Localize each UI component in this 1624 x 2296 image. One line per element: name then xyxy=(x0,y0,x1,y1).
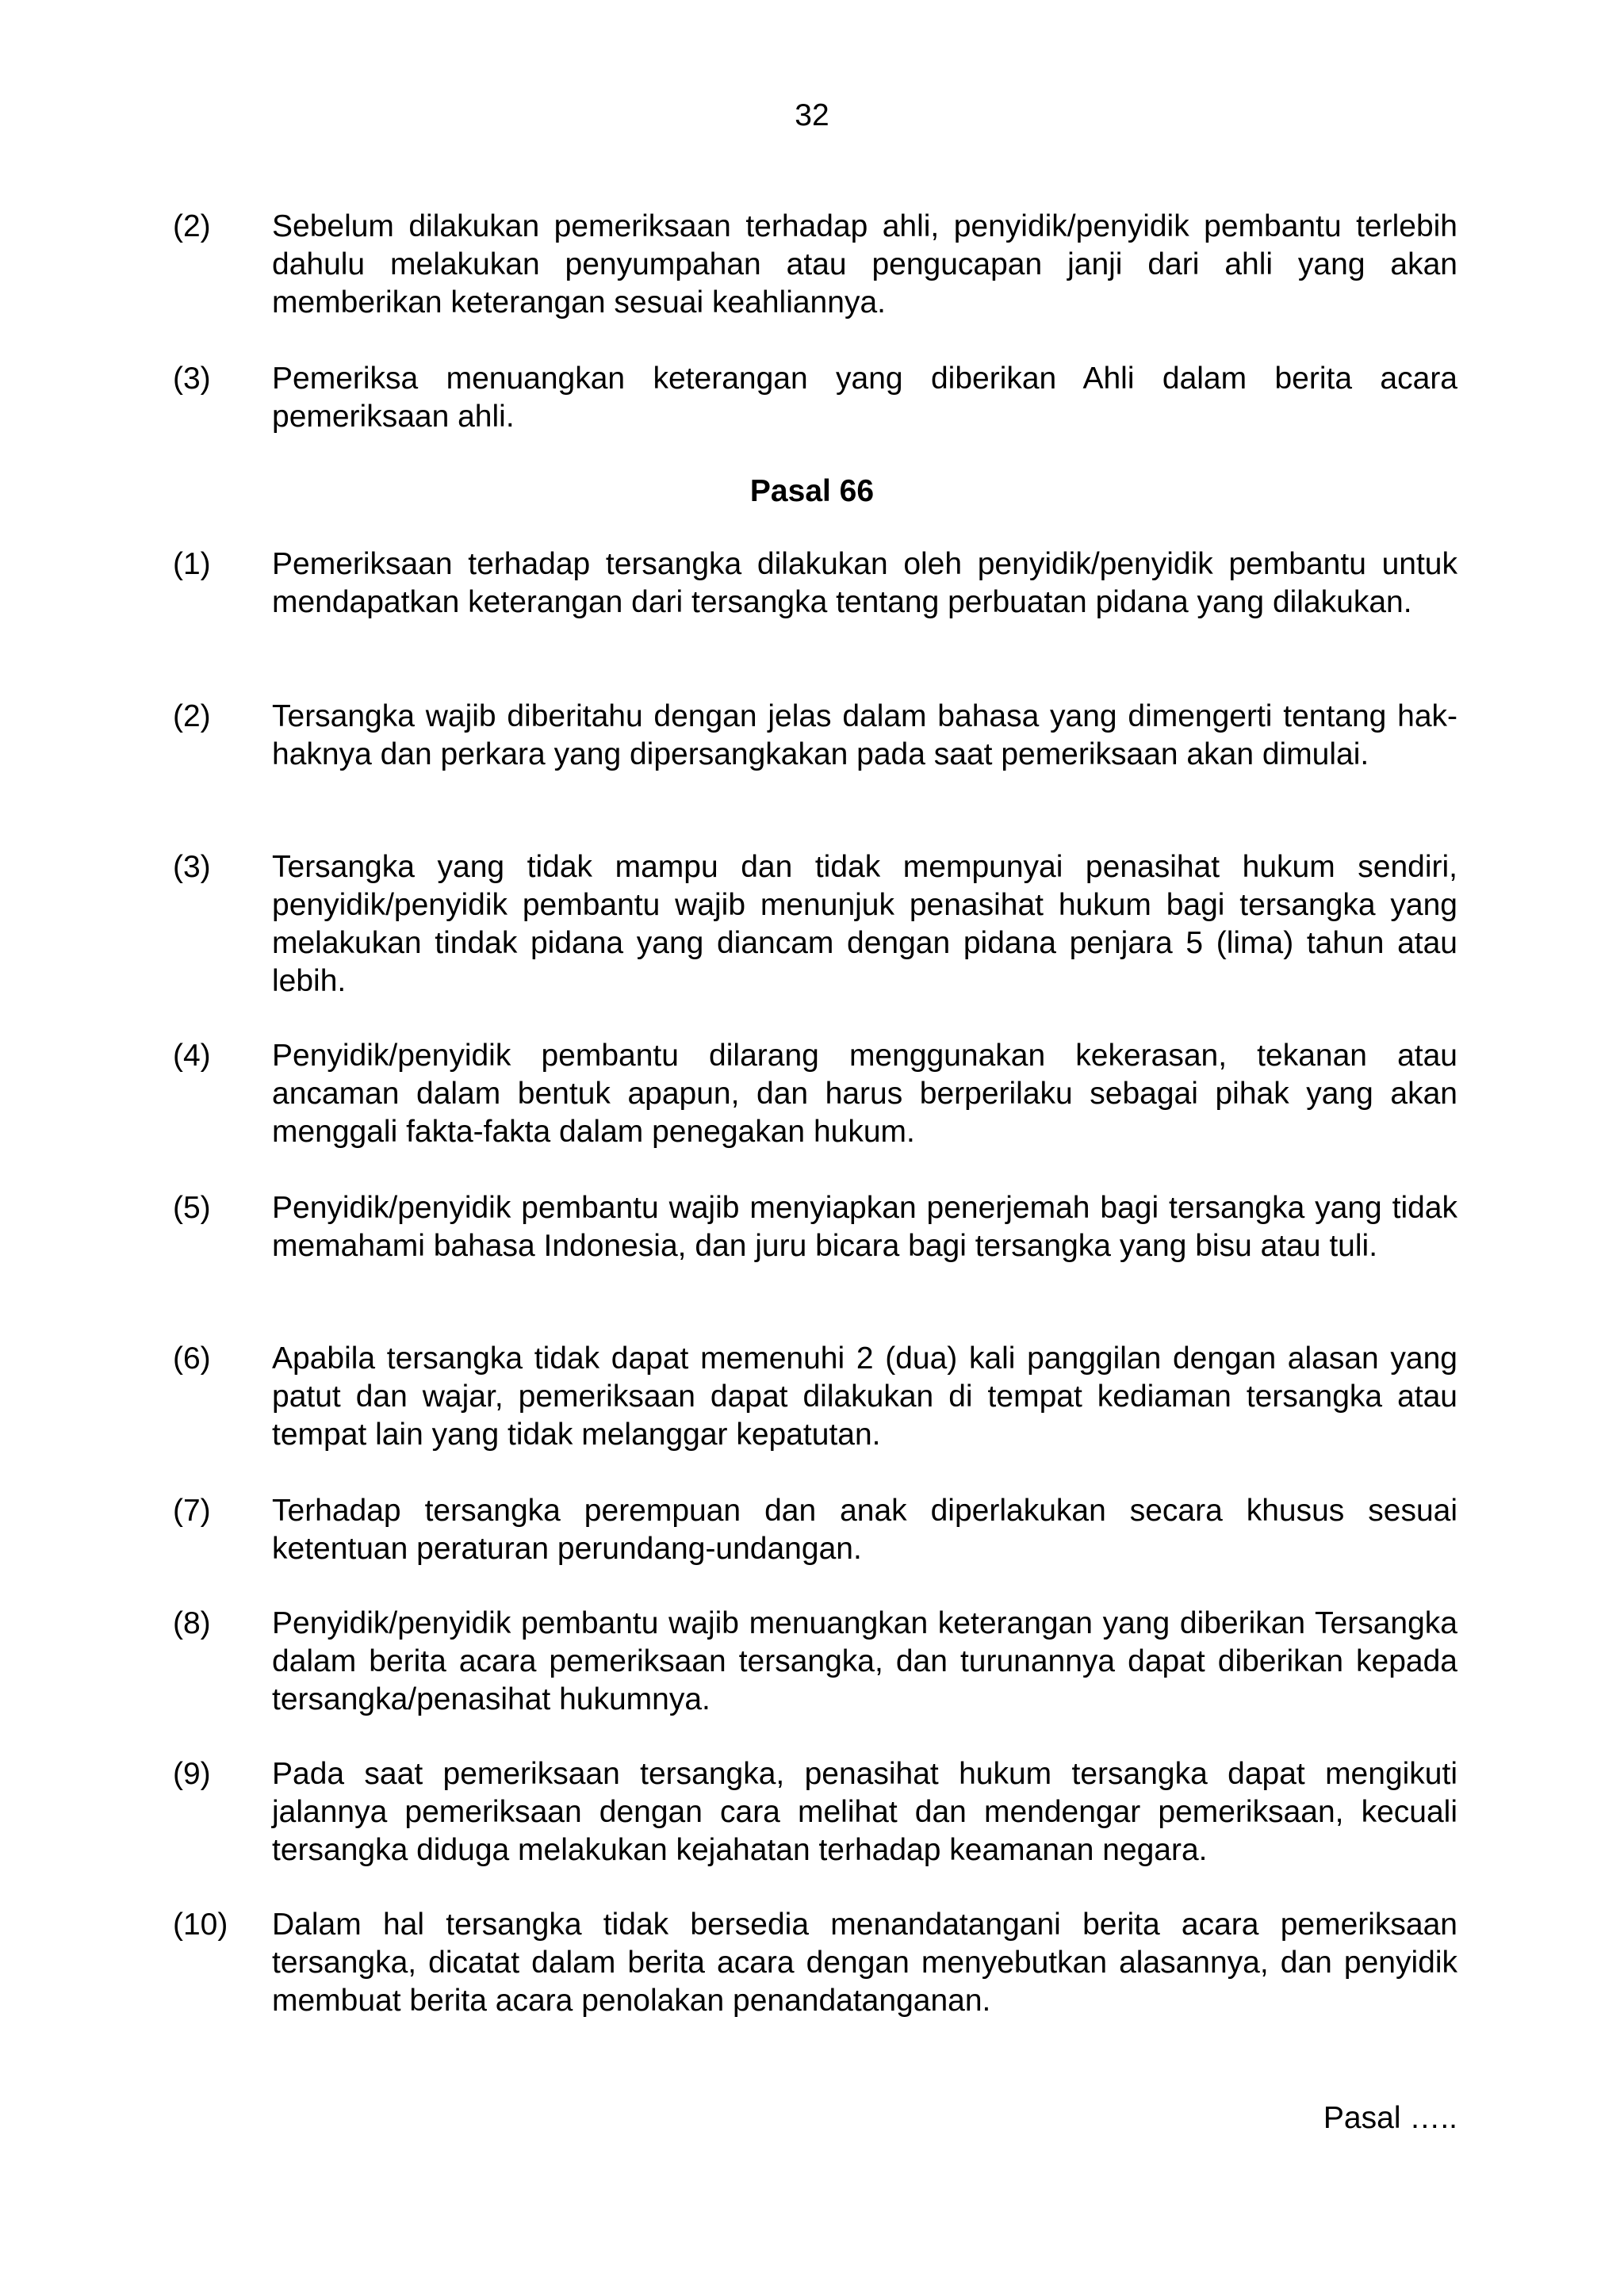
clause-number: (6) xyxy=(173,1341,211,1376)
clause-item xyxy=(173,1605,1457,1719)
clause-text: Pada saat pemeriksaan tersangka, penasihat hukum tersangka dapat mengikuti jalannya pemeriksaan dengan cara melihat dan mendengar pemeriksaan, kecuali tersangka diduga melakukan kejahatan terhadap keamanan negara. xyxy=(272,1757,1457,1867)
clause-number: (1) xyxy=(173,547,211,581)
clause-item xyxy=(173,1189,1457,1265)
clause-number: (7) xyxy=(173,1494,211,1528)
clause-item xyxy=(173,1755,1457,1869)
clause-item xyxy=(173,545,1457,622)
clause-number: (8) xyxy=(173,1606,211,1640)
clause-item xyxy=(173,208,1457,322)
clause-number: (3) xyxy=(173,362,211,396)
clause-block-b6 xyxy=(173,1340,1457,1454)
clause-block-b3 xyxy=(173,848,1457,1001)
clause-item xyxy=(173,1492,1457,1568)
next-page-reference: Pasal ….. xyxy=(1323,2101,1457,2135)
clause-text: Terhadap tersangka perempuan dan anak diperlakukan secara khusus sesuai ketentuan peraturan perundang-undangan. xyxy=(272,1494,1457,1566)
clause-number: (9) xyxy=(173,1757,211,1791)
clause-block-a2 xyxy=(173,208,1457,322)
clause-block-b1 xyxy=(173,545,1457,622)
clause-text: Tersangka wajib diberitahu dengan jelas dalam bahasa yang dimengerti tentang hak-haknya dan perkara yang dipersangkakan pada saat pemeriksaan akan dimulai. xyxy=(272,699,1457,771)
clause-block-b9 xyxy=(173,1755,1457,1869)
clause-item xyxy=(173,360,1457,436)
clause-item xyxy=(173,1037,1457,1151)
clause-number: (3) xyxy=(173,850,211,884)
clause-text: Pemeriksa menuangkan keterangan yang diberikan Ahli dalam berita acara pemeriksaan ahli. xyxy=(272,362,1457,434)
clause-item xyxy=(173,1906,1457,2020)
clause-item xyxy=(173,1340,1457,1454)
clause-number: (5) xyxy=(173,1191,211,1225)
clause-number: (10) xyxy=(173,1908,228,1942)
clause-text: Penyidik/penyidik pembantu dilarang menggunakan kekerasan, tekanan atau ancaman dalam bentuk apapun, dan harus berperilaku sebagai pihak yang akan menggali fakta-fakta dalam penegakan hukum. xyxy=(272,1039,1457,1149)
clause-text: Sebelum dilakukan pemeriksaan terhadap ahli, penyidik/penyidik pembantu terlebih dahulu melakukan penyumpahan atau pengucapan janji dari ahli yang akan memberikan keterangan sesuai keahliannya. xyxy=(272,209,1457,320)
clause-item xyxy=(173,698,1457,774)
clause-text: Tersangka yang tidak mampu dan tidak mempunyai penasihat hukum sendiri, penyidik/penyidik pembantu wajib menunjuk penasihat hukum bagi tersangka yang melakukan tindak pidana yang diancam dengan pidana penjara 5 (lima) tahun atau lebih. xyxy=(272,850,1457,998)
clause-text: Pemeriksaan terhadap tersangka dilakukan oleh penyidik/penyidik pembantu untuk mendapatkan keterangan dari tersangka tentang perbuatan pidana yang dilakukan. xyxy=(272,547,1457,619)
clause-number: (2) xyxy=(173,209,211,243)
clause-number: (4) xyxy=(173,1039,211,1073)
clause-item xyxy=(173,848,1457,1001)
clause-block-b7 xyxy=(173,1492,1457,1568)
article-heading: Pasal 66 xyxy=(749,474,875,508)
clause-block-b8 xyxy=(173,1605,1457,1719)
clause-text: Penyidik/penyidik pembantu wajib menuangkan keterangan yang diberikan Tersangka dalam berita acara pemeriksaan tersangka, dan turunannya dapat diberikan kepada tersangka/penasihat hukumnya. xyxy=(272,1606,1457,1716)
clause-block-b5 xyxy=(173,1189,1457,1265)
clause-block-a3 xyxy=(173,360,1457,436)
clause-text: Apabila tersangka tidak dapat memenuhi 2 (dua) kali panggilan dengan alasan yang patut dan wajar, pemeriksaan dapat dilakukan di tempat kediaman tersangka atau tempat lain yang tidak melanggar kepatutan. xyxy=(272,1341,1457,1452)
clause-text: Penyidik/penyidik pembantu wajib menyiapkan penerjemah bagi tersangka yang tidak memahami bahasa Indonesia, dan juru bicara bagi tersangka yang bisu atau tuli. xyxy=(272,1191,1457,1263)
page-number: 32 xyxy=(795,98,829,132)
clause-number: (2) xyxy=(173,699,211,733)
clause-block-b2 xyxy=(173,698,1457,774)
clause-block-b10 xyxy=(173,1906,1457,2020)
clause-text: Dalam hal tersangka tidak bersedia menandatangani berita acara pemeriksaan tersangka, dicatat dalam berita acara dengan menyebutkan alasannya, dan penyidik membuat berita acara penolakan penandatanganan. xyxy=(272,1908,1457,2018)
clause-block-b4 xyxy=(173,1037,1457,1151)
